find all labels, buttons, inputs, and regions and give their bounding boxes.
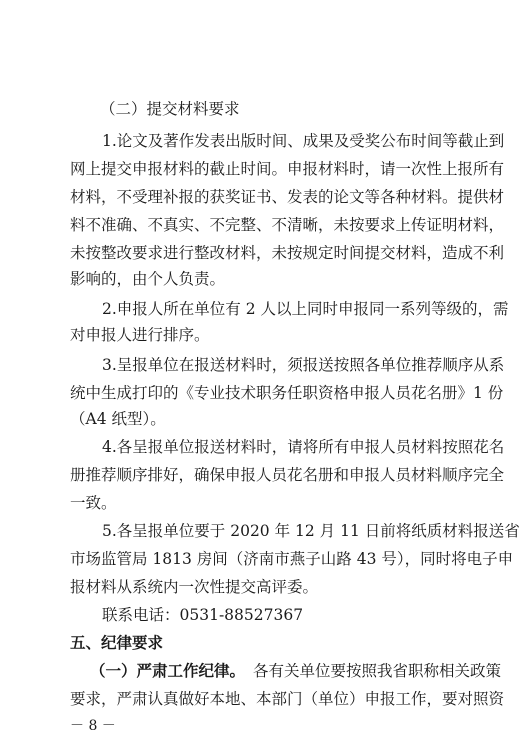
paragraph-line: 统中生成打印的《专业技术职务任职资格申报人员花名册》1 份 <box>70 384 504 402</box>
section-heading-2: （二）提交材料要求 <box>100 100 240 118</box>
paragraph-line: 报材料从系统内一次性提交高评委。 <box>70 578 319 596</box>
paragraph-line: 要求，严肃认真做好本地、本部门（单位）申报工作，要对照资 <box>70 690 505 708</box>
paragraph-line: 料不准确、不真实、不完整、不清晰，未按要求上传证明材料， <box>70 216 505 234</box>
paragraph-line: 一致。 <box>70 494 117 512</box>
section-heading-5: 五、纪律要求 <box>70 634 164 652</box>
paragraph-line: 3.呈报单位在报送材料时，须报送按照各单位推荐顺序从系 <box>102 356 505 374</box>
paragraph-line: 对申报人进行排序。 <box>70 326 210 344</box>
paragraph-line: 4.各呈报单位报送材料时，请将所有申报人员材料按照花名 <box>102 438 505 456</box>
paragraph-line: 材料，不受理补报的获奖证书、发表的论文等各种材料。提供材 <box>70 188 505 206</box>
paragraph-line: （A4 纸型）。 <box>70 410 166 428</box>
page-number: － 8 － <box>70 718 116 734</box>
paragraph-line: 2.申报人所在单位有 2 人以上同时申报同一系列等级的，需 <box>102 300 509 318</box>
paragraph-line: 影响的，由个人负责。 <box>70 270 226 288</box>
paragraph-line: 1.论文及著作发表出版时间、成果及受奖公布时间等截止到 <box>102 132 505 150</box>
paragraph-line: 5.各呈报单位要于 2020 年 12 月 11 日前将纸质材料报送省 <box>102 522 520 540</box>
contact-line: 联系电话：0531-88527367 <box>102 606 304 624</box>
paragraph-line: 册推荐顺序排好，确保申报人员花名册和申报人员材料顺序完全 <box>70 466 505 484</box>
paragraph-line: （一）严肃工作纪律。 各有关单位要按照我省职称相关政策 <box>90 662 502 680</box>
paragraph-line: 市场监管局 1813 房间（济南市燕子山路 43 号），同时将电子申 <box>70 550 514 568</box>
paragraph-line: 网上提交申报材料的截止时间。申报材料时，请一次性上报所有 <box>70 160 505 178</box>
paragraph-line: 未按整改要求进行整改材料，未按规定时间提交材料，造成不利 <box>70 244 505 262</box>
